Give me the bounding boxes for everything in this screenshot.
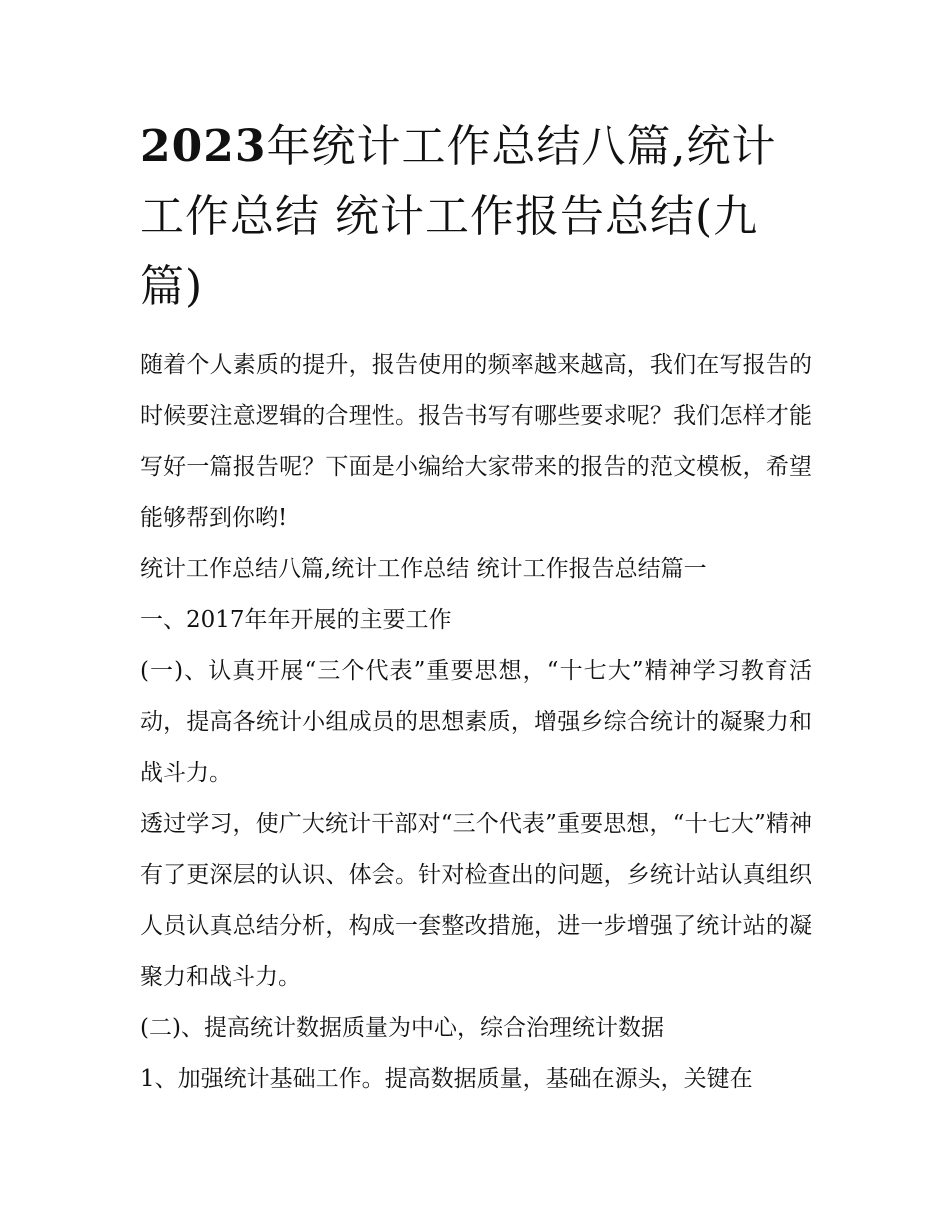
- intro-paragraph: 随着个人素质的提升，报告使用的频率越来越高，我们在写报告的时候要注意逻辑的合理性。报告书写有哪些要求呢？我们怎样才能写好一篇报告呢？下面是小编给大家带来的报告的范文模板，希望能够帮到你哟!: [140, 352, 812, 531]
- document-title: [140, 112, 812, 322]
- subheading-main-work: 一、2017年年开展的主要工作: [140, 607, 452, 633]
- title-year: 2023: [140, 121, 267, 172]
- document-body: [140, 340, 812, 1105]
- paragraph-basic-work: 1、加强统计基础工作。提高数据质量，基础在源头，关键在: [140, 1066, 753, 1092]
- subheading-data-quality: (二)、提高统计数据质量为中心，综合治理统计数据: [140, 1015, 664, 1041]
- section-heading: 统计工作总结八篇,统计工作总结 统计工作报告总结篇一: [140, 556, 707, 582]
- paragraph-study-activity: (一)、认真开展“三个代表”重要思想，“十七大”精神学习教育活动，提高各统计小组成员的思想素质，增强乡综合统计的凝聚力和战斗力。: [140, 658, 812, 786]
- title-text: 年统计工作总结八篇,统计工作总结 统计工作报告总结(九篇): [140, 121, 777, 312]
- paragraph-study-result: 透过学习，使广大统计干部对“三个代表”重要思想，“十七大”精神有了更深层的认识、体会。针对检查出的问题，乡统计站认真组织人员认真总结分析，构成一套整改措施，进一步增强了统计站的凝聚力和战斗力。: [140, 811, 812, 990]
- document-page: [140, 112, 812, 1105]
